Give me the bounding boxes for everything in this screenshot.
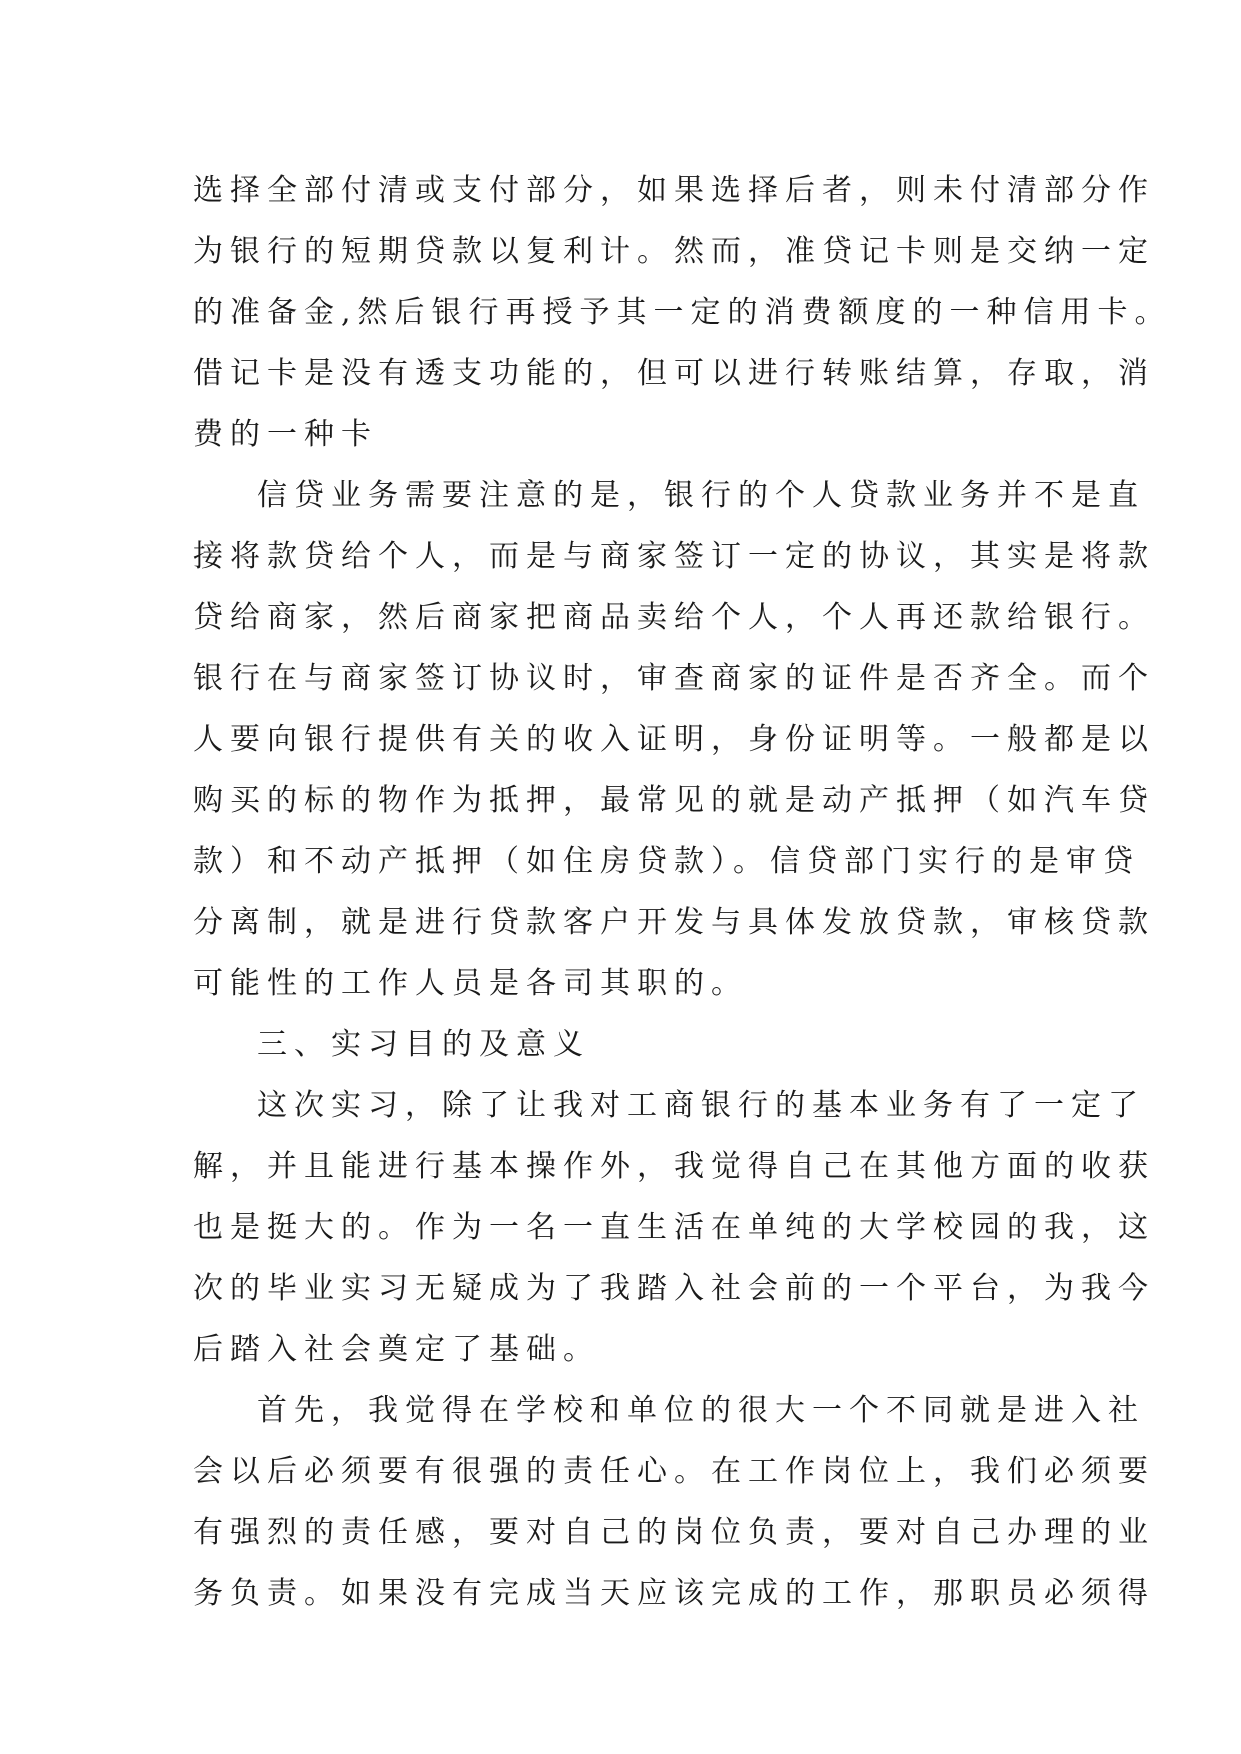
text-line: 会以后必须要有很强的责任心。在工作岗位上，我们必须要 (193, 1454, 1155, 1489)
text-line: 次的毕业实习无疑成为了我踏入社会前的一个平台，为我今 (193, 1271, 1155, 1306)
text-line: 为银行的短期贷款以复利计。然而，准贷记卡则是交纳一定 (193, 234, 1155, 269)
text-line: 务负责。如果没有完成当天应该完成的工作，那职员必须得 (193, 1576, 1155, 1611)
text-line: 后踏入社会奠定了基础。 (193, 1332, 600, 1367)
document-body (193, 160, 1172, 1624)
text-line: 解，并且能进行基本操作外，我觉得自己在其他方面的收获 (193, 1149, 1155, 1184)
text-line: 可能性的工作人员是各司其职的。 (193, 966, 748, 1001)
text-line: 接将款贷给个人，而是与商家签订一定的协议，其实是将款 (193, 539, 1155, 574)
text-line: 费的一种卡 (193, 417, 378, 452)
text-line: 选择全部付清或支付部分，如果选择后者，则未付清部分作 (193, 173, 1155, 208)
paragraph-first-line: 首先，我觉得在学校和单位的很大一个不同就是进入社 (257, 1393, 1145, 1428)
text-line: 人要向银行提供有关的收入证明，身份证明等。一般都是以 (193, 722, 1155, 757)
paragraph-first-line: 这次实习，除了让我对工商银行的基本业务有了一定了 (257, 1088, 1145, 1123)
section-heading: 三、实习目的及意义 (257, 1027, 590, 1062)
text-line: 有强烈的责任感，要对自己的岗位负责，要对自己办理的业 (193, 1515, 1155, 1550)
text-line: 贷给商家，然后商家把商品卖给个人，个人再还款给银行。 (193, 600, 1155, 635)
text-line: 借记卡是没有透支功能的，但可以进行转账结算，存取，消 (193, 356, 1155, 391)
text-line: 购买的标的物作为抵押，最常见的就是动产抵押（如汽车贷 (193, 783, 1155, 818)
text-line: 分离制，就是进行贷款客户开发与具体发放贷款，审核贷款 (193, 905, 1155, 940)
text-line: 银行在与商家签订协议时，审查商家的证件是否齐全。而个 (193, 661, 1155, 696)
text-line: 的准备金,然后银行再授予其一定的消费额度的一种信用卡。 (193, 295, 1172, 330)
text-line: 也是挺大的。作为一名一直生活在单纯的大学校园的我，这 (193, 1210, 1155, 1245)
paragraph-first-line: 信贷业务需要注意的是，银行的个人贷款业务并不是直 (257, 478, 1145, 513)
text-line: 款）和不动产抵押（如住房贷款）。信贷部门实行的是审贷 (193, 844, 1140, 879)
